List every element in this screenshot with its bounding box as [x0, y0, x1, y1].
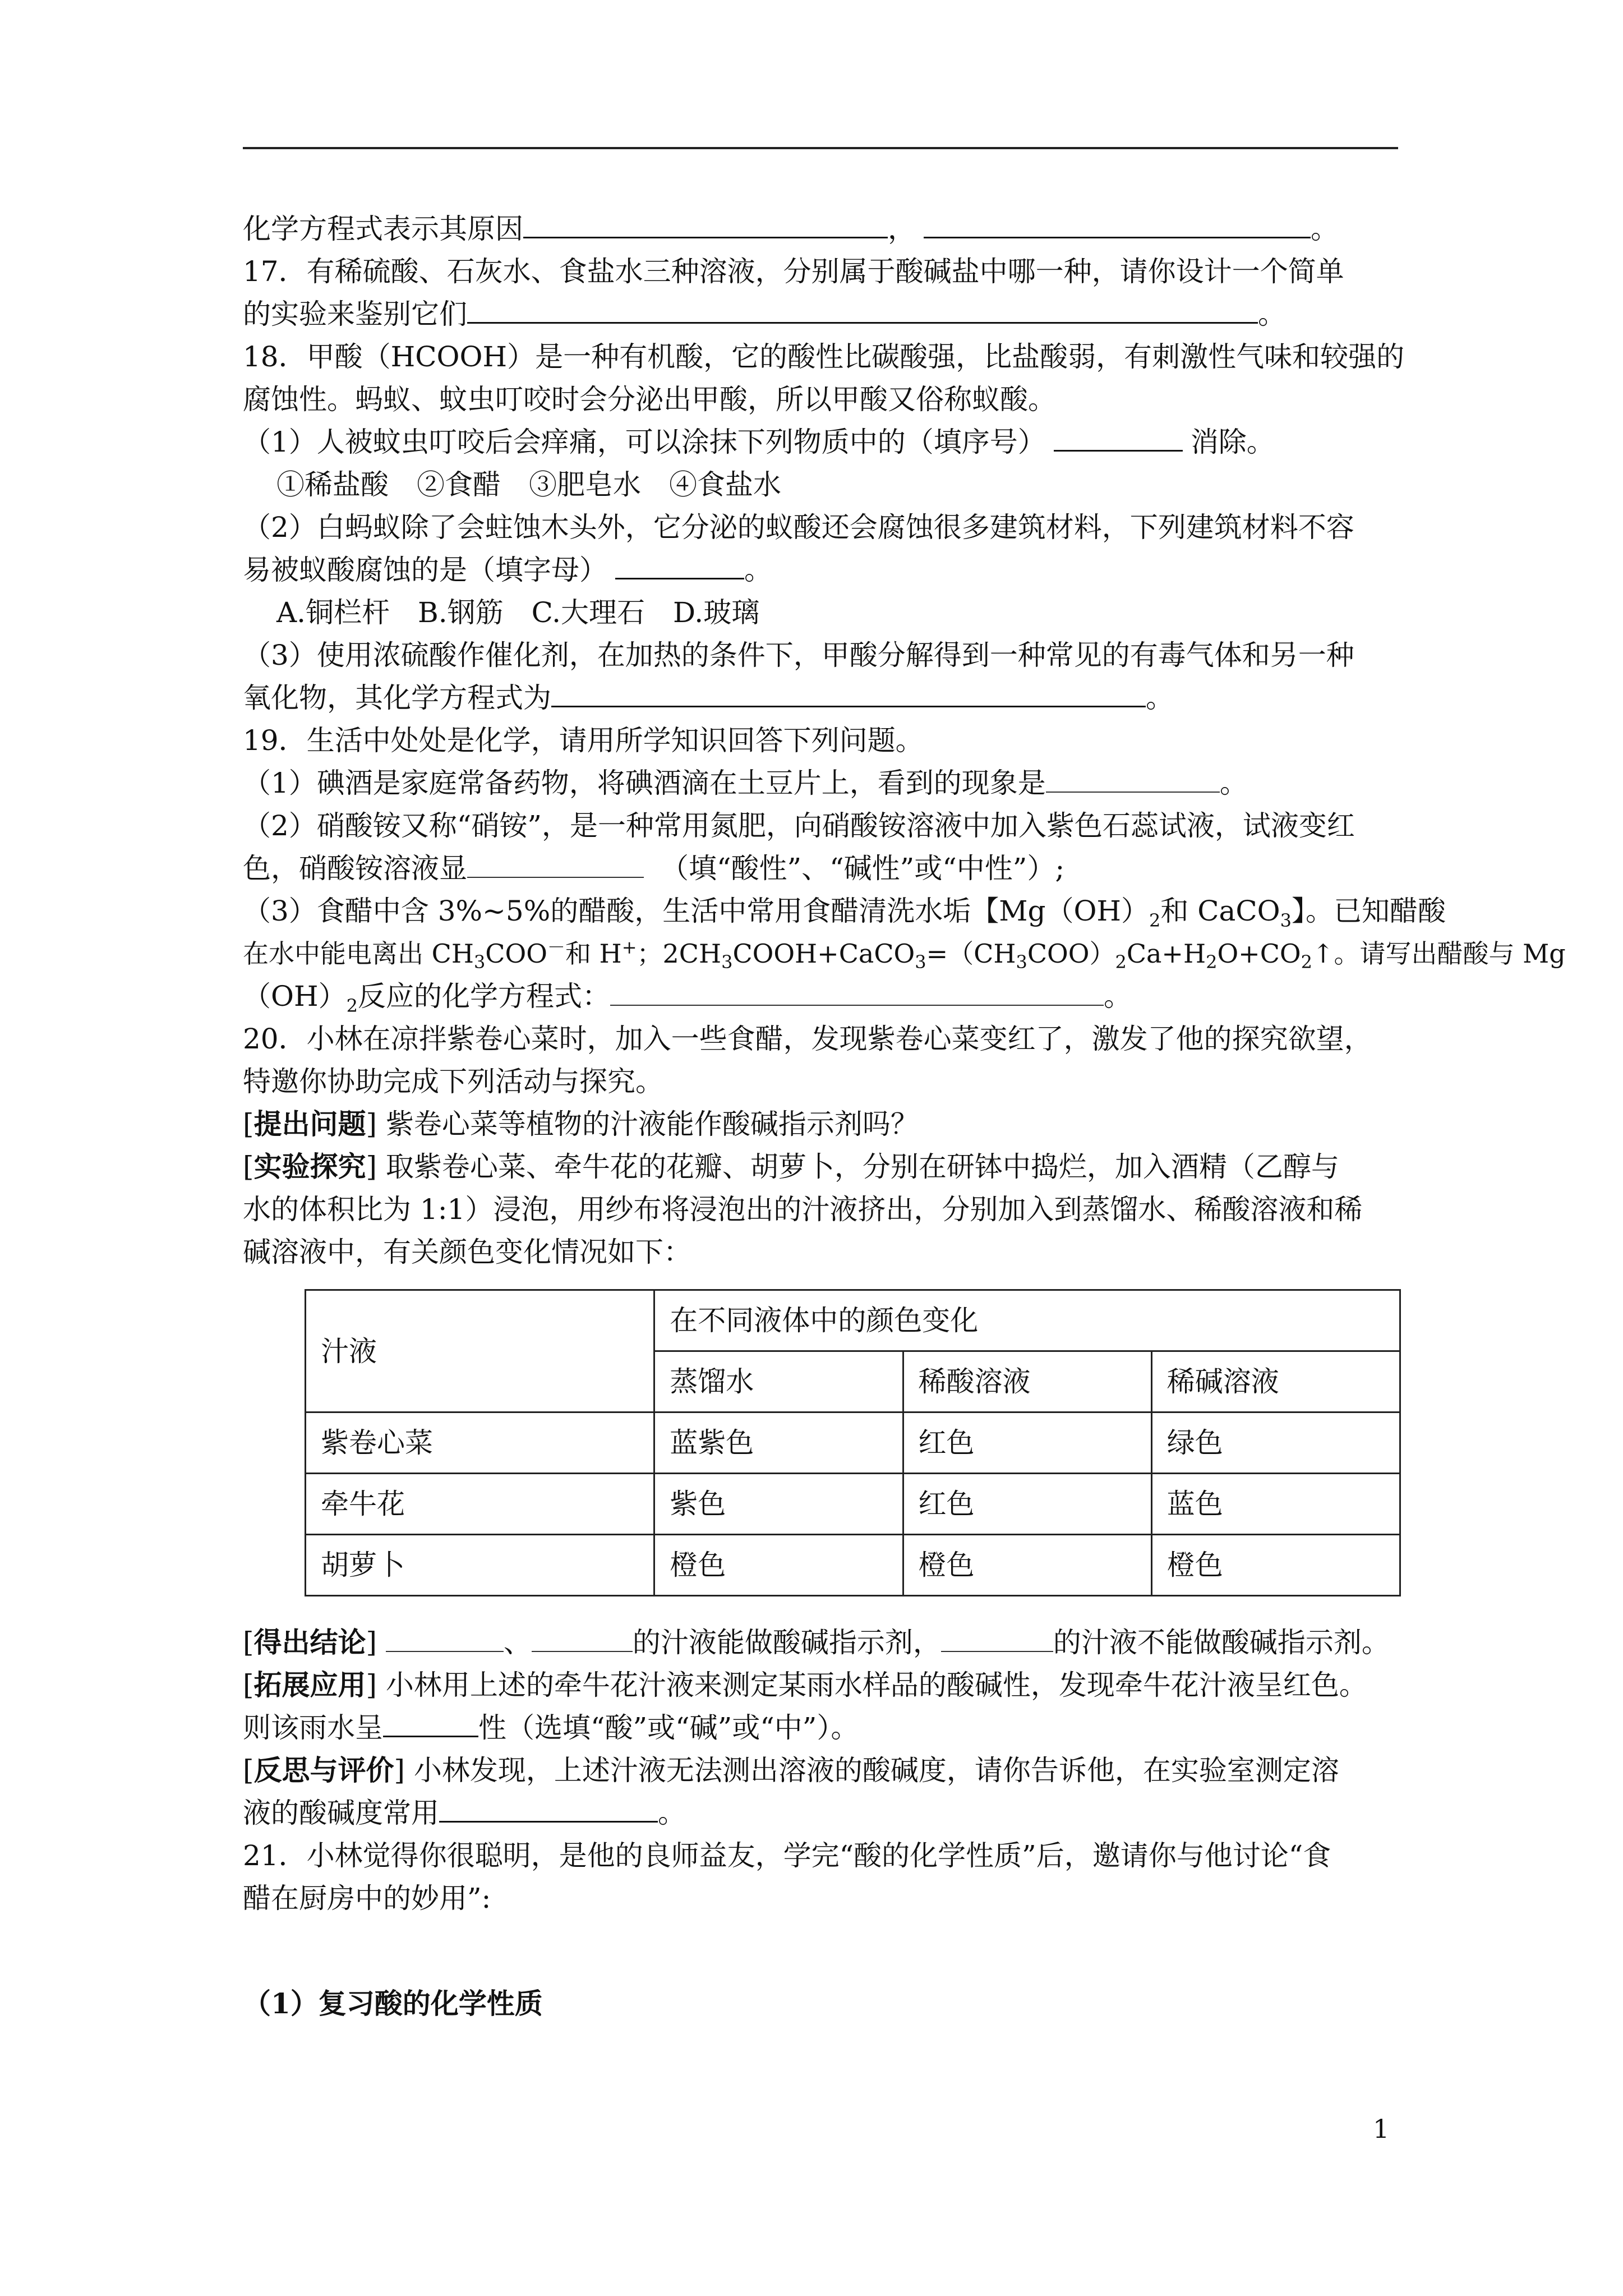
answer-blank[interactable]	[941, 1628, 1053, 1652]
table-row	[306, 1474, 1400, 1535]
q20-exp-line3: 碱溶液中，有关颜色变化情况如下：	[243, 1236, 691, 1268]
q20-extension-line2: 则该雨水呈 性（选填“酸”或“碱”或“中”）。	[243, 1711, 859, 1744]
answer-blank[interactable]	[1046, 769, 1220, 793]
q21-line1: 21．小林觉得你很聪明，是他的良师益友，学完“酸的化学性质”后，邀请你与他讨论“食	[243, 1839, 1331, 1872]
table-row-label: 牵牛花	[306, 1474, 654, 1535]
q21-line2: 醋在厨房中的妙用”:	[243, 1882, 491, 1915]
q20-conclusion: [得出结论] 、 的汁液能做酸碱指示剂， 的汁液不能做酸碱指示剂。	[243, 1626, 1390, 1659]
answer-blank[interactable]	[551, 683, 1146, 707]
header-rule	[243, 147, 1398, 149]
answer-blank[interactable]	[439, 1798, 658, 1823]
answer-blank[interactable]	[386, 1628, 504, 1652]
q19-part3-line1: （3）食醋中含 3%~5%的醋酸，生活中常用食醋清洗水垢【$Mg(OH)_2$和 CaCO$_3$】。已知醋酸	[243, 895, 1446, 931]
table-header-group: 在不同液体中的颜色变化	[654, 1290, 1400, 1351]
table-col-header: 稀酸溶液	[903, 1351, 1151, 1412]
q17-line1: 17．有稀硫酸、石灰水、食盐水三种溶液，分别属于酸碱盐中哪一种，请你设计一个简单	[243, 255, 1344, 288]
answer-blank[interactable]	[1054, 427, 1183, 452]
q20-exp-line1: [实验探究] 取紫卷心菜、牵牛花的花瓣、胡萝卜，分别在研钵中捣烂，加入酒精（乙醇与	[243, 1150, 1339, 1183]
table-cell: 橙色	[903, 1535, 1151, 1596]
q18-part2-options: A.铜栏杆 B.钢筋 C.大理石 D.玻璃	[276, 596, 760, 629]
q19-part2-line1: （2）硝酸铵又称“硝铵”，是一种常用氮肥，向硝酸铵溶液中加入紫色石蕊试液，试液变红	[243, 809, 1355, 842]
table-cell: 绿色	[1151, 1412, 1400, 1474]
q20-extension-line1: [拓展应用] 小林用上述的牵牛花汁液来测定某雨水样品的酸碱性，发现牵牛花汁液呈红色。	[243, 1668, 1367, 1701]
answer-blank[interactable]	[610, 982, 1104, 1006]
q19-part1: （1）碘酒是家庭常备药物，将碘酒滴在土豆片上，看到的现象是 。	[243, 767, 1248, 799]
q18-line1: 18．甲酸（HCOOH）是一种有机酸，它的酸性比碳酸强，比盐酸弱，有刺激性气味和较强的	[243, 341, 1405, 373]
q19-part3-line2: 在水中能电离出 $CH_3COO^-$和 H+；$2CH_3COOH+CaCO_3=(CH_3COO)_2Ca+H_2O+CO_2↑$。请写出醋酸与 Mg	[243, 936, 1566, 973]
q20-exp-line2: 水的体积比为 1:1）浸泡，用纱布将浸泡出的汁液挤出，分别加入到蒸馏水、稀酸溶液和稀	[243, 1193, 1363, 1226]
table-row-label: 紫卷心菜	[306, 1412, 654, 1474]
spacer	[243, 1920, 1401, 1951]
table-col-header: 稀碱溶液	[1151, 1351, 1400, 1412]
answer-blank[interactable]	[523, 214, 888, 238]
q18-part3-line2: 氧化物，其化学方程式为 。	[243, 682, 1174, 714]
q20-ask: [提出问题] 紫卷心菜等植物的汁液能作酸碱指示剂吗？	[243, 1107, 919, 1140]
answer-blank[interactable]	[383, 1713, 478, 1737]
q18-part3-line1: （3）使用浓硫酸作催化剂，在加热的条件下，甲酸分解得到一种常见的有毒气体和另一种	[243, 639, 1354, 671]
table-cell: 橙色	[1151, 1535, 1400, 1596]
worksheet-body	[243, 208, 1566, 2025]
q18-part1: （1）人被蚊虫叮咬后会痒痛，可以涂抹下列物质中的（填序号） 消除。	[243, 426, 1275, 458]
color-change-table	[305, 1289, 1401, 1596]
q17-line2: 的实验来鉴别它们 。	[243, 298, 1286, 330]
table-row	[306, 1535, 1400, 1596]
table-cell: 红色	[903, 1412, 1151, 1474]
spacer	[243, 1951, 1401, 1982]
table-cell: 红色	[903, 1474, 1151, 1535]
q20-reflection-line1: [反思与评价] 小林发现，上述汁液无法测出溶液的酸碱度，请你告诉他，在实验室测定溶	[243, 1754, 1339, 1787]
table-cell: 紫色	[654, 1474, 903, 1535]
q19-line1: 19．生活中处处是化学，请用所学知识回答下列问题。	[243, 724, 924, 757]
spacer	[243, 1596, 1401, 1621]
q18-part2-line2: 易被蚁酸腐蚀的是（填字母） 。	[243, 554, 772, 586]
q20-reflection-line2: 液的酸碱度常用 。	[243, 1797, 686, 1829]
q18-part1-options: ①稀盐酸 ②食醋 ③肥皂水 ④食盐水	[276, 468, 781, 501]
q18-part2-line1: （2）白蚂蚁除了会蛀蚀木头外，它分泌的蚁酸还会腐蚀很多建筑材料，下列建筑材料不容	[243, 511, 1354, 544]
q19-part2-line2: 色，硝酸铵溶液显 （填“酸性”、“碱性”或“中性”）;	[243, 852, 1065, 885]
answer-blank[interactable]	[532, 1628, 633, 1652]
table-cell: 蓝紫色	[654, 1412, 903, 1474]
table-cell: 蓝色	[1151, 1474, 1400, 1535]
page-number: 1	[1373, 2114, 1390, 2144]
table-row-label: 胡萝卜	[306, 1535, 654, 1596]
q20-line2: 特邀你协助完成下列活动与探究。	[243, 1065, 663, 1098]
answer-blank[interactable]	[467, 300, 1258, 324]
table-header-juice: 汁液	[306, 1290, 654, 1412]
table-row	[306, 1412, 1400, 1474]
table-col-header: 蒸馏水	[654, 1351, 903, 1412]
q18-line2: 腐蚀性。蚂蚁、蚊虫叮咬时会分泌出甲酸，所以甲酸又俗称蚁酸。	[243, 383, 1056, 416]
answer-blank[interactable]	[467, 854, 644, 878]
q16-tail-line: 化学方程式表示其原因 ， 。	[243, 213, 1339, 245]
q19-part3-line3: $(OH)_2$反应的化学方程式： 。	[243, 980, 1132, 1016]
answer-blank[interactable]	[924, 214, 1311, 238]
table-cell: 橙色	[654, 1535, 903, 1596]
q21-sub1-heading: （1）复习酸的化学性质	[243, 1987, 543, 2020]
q20-line1: 20．小林在凉拌紫卷心菜时，加入一些食醋，发现紫卷心菜变红了，激发了他的探究欲望，	[243, 1023, 1372, 1055]
answer-blank[interactable]	[615, 555, 744, 579]
